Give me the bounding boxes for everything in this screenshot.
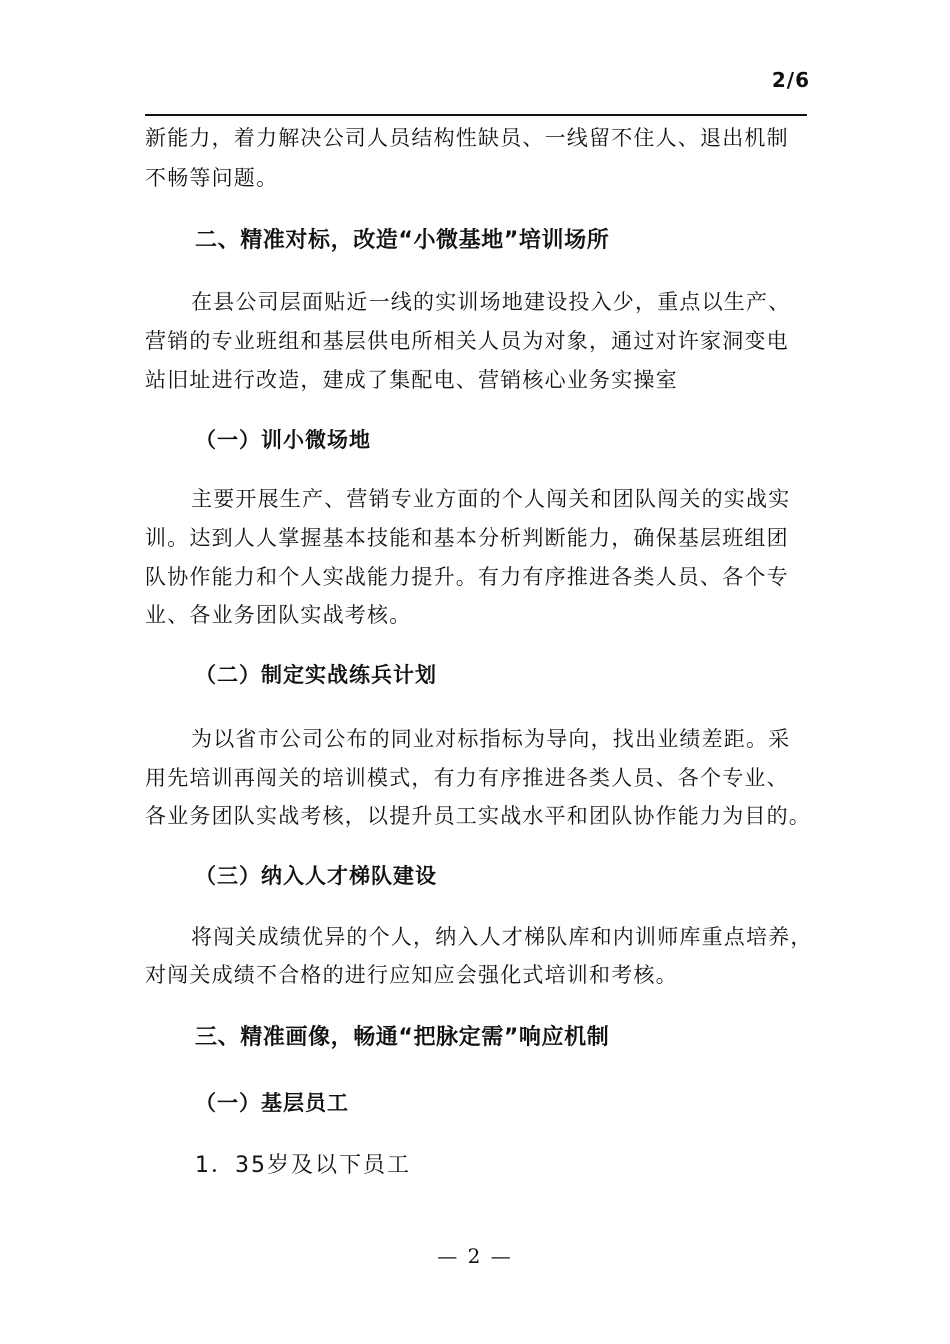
paragraph-line: 训。达到人人掌握基本技能和基本分析判断能力，确保基层班组团 — [145, 526, 789, 550]
paragraph-line: 将闯关成绩优异的个人，纳入人才梯队库和内训师库重点培养， — [191, 925, 813, 949]
paragraph-line: 不畅等问题。 — [145, 166, 279, 190]
paragraph-line: 对闯关成绩不合格的进行应知应会强化式培训和考核。 — [145, 963, 678, 987]
paragraph-line: 新能力，着力解决公司人员结构性缺员、一线留不住人、退出机制 — [145, 126, 789, 150]
header-page-indicator: 2/6 — [771, 68, 810, 92]
paragraph-line: 营销的专业班组和基层供电所相关人员为对象，通过对许家洞变电 — [145, 329, 789, 353]
subheading-2: （二）制定实战练兵计划 — [195, 663, 437, 687]
paragraph-line: 用先培训再闯关的培训模式，有力有序推进各类人员、各个专业、 — [145, 766, 789, 790]
paragraph-line: 为以省市公司公布的同业对标指标为导向，找出业绩差距。采 — [191, 727, 791, 751]
header-rule — [145, 114, 807, 116]
subheading-3: （三）纳入人才梯队建设 — [195, 864, 437, 888]
section-heading-2: 二、精准对标，改造“小微基地”培训场所 — [195, 228, 610, 253]
paragraph-line: 各业务团队实战考核，以提升员工实战水平和团队协作能力为目的。 — [145, 804, 811, 828]
paragraph-line: 业、各业务团队实战考核。 — [145, 603, 412, 627]
paragraph-line: 在县公司层面贴近一线的实训场地建设投入少，重点以生产、 — [191, 290, 791, 314]
footer-page-number: — 2 — — [437, 1244, 513, 1268]
list-item-1: 1．35岁及以下员工 — [195, 1153, 411, 1178]
subheading-4: （一）基层员工 — [195, 1091, 349, 1115]
paragraph-line: 主要开展生产、营销专业方面的个人闯关和团队闯关的实战实 — [191, 487, 791, 511]
section-heading-3: 三、精准画像，畅通“把脉定需”响应机制 — [195, 1025, 610, 1050]
subheading-1: （一）训小微场地 — [195, 428, 371, 452]
paragraph-line: 站旧址进行改造，建成了集配电、营销核心业务实操室 — [145, 368, 678, 392]
paragraph-line: 队协作能力和个人实战能力提升。有力有序推进各类人员、各个专 — [145, 565, 789, 589]
